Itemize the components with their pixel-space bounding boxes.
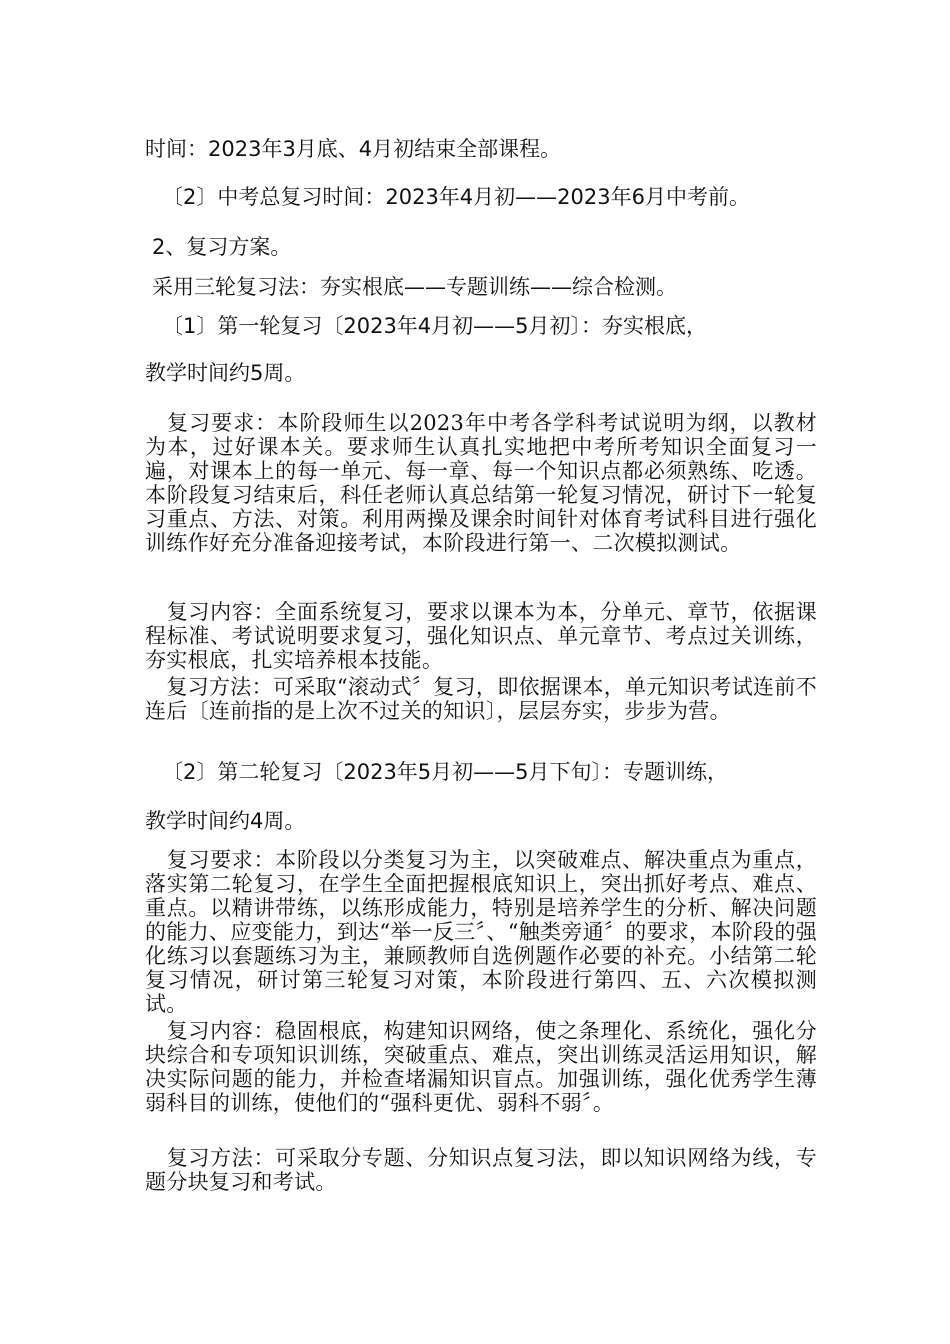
round-one-heading: 〔1〕第一轮复习〔2023年4月初——5月初〕：夯实根底， <box>162 314 708 338</box>
section-heading-review-plan: 2、复习方案。 <box>152 235 292 259</box>
round-two-requirements: 复习要求：本阶段以分类复习为主，以突破难点、解决重点为重点，落实第二轮复习，在学生全面把握根底知识上，突出抓好考点、难点、重点。以精讲带练，以练形成能力，特别是培养学生的分析、解决问题的能力、应变能力，到达“举一反三〞、“触类旁通〞的要求，本阶段的强化练习以套题练习为主，兼顾教师自选例题作必要的补充。小结第二轮复习情况，研讨第三轮复习对策，本阶段进行第四、五、六次模拟测试。 <box>145 848 817 1016</box>
round-one-content: 复习内容：全面系统复习，要求以课本为本，分单元、章节，依据课程标准、考试说明要求复习，强化知识点、单元章节、考点过关训练，夯实根底，扎实培养根本技能。 <box>145 600 817 672</box>
round-one-duration: 教学时间约5周。 <box>145 361 306 385</box>
round-two-method: 复习方法：可采取分专题、分知识点复习法，即以知识网络为线，专题分块复习和考试。 <box>145 1146 817 1194</box>
schedule-line-review-period: 〔2〕中考总复习时间：2023年4月初——2023年6月中考前。 <box>162 185 750 209</box>
round-two-duration: 教学时间约4周。 <box>145 809 306 833</box>
schedule-line-end-courses: 时间：2023年3月底、4月初结束全部课程。 <box>145 137 562 161</box>
round-one-requirements: 复习要求：本阶段师生以2023年中考各学科考试说明为纲，以教材为本，过好课本关。要求师生认真扎实地把中考所考知识全面复习一遍，对课本上的每一单元、每一章、每一个知识点都必须熟练、吃透。本阶段复习结束后，科任老师认真总结第一轮复习情况，研讨下一轮复习重点、方法、对策。利用两操及课余时间针对体育考试科目进行强化训练作好充分准备迎接考试，本阶段进行第一、二次模拟测试。 <box>145 411 817 555</box>
round-one-method: 复习方法：可采取“滚动式〞复习，即依据课本，单元知识考试连前不连后〔连前指的是上次不过关的知识〕，层层夯实，步步为营。 <box>145 675 817 723</box>
review-method-summary: 采用三轮复习法：夯实根底——专题训练——综合检测。 <box>152 275 677 299</box>
round-two-heading: 〔2〕第二轮复习〔2023年5月初——5月下旬〕：专题训练， <box>162 760 729 784</box>
round-two-content: 复习内容：稳固根底，构建知识网络，使之条理化、系统化，强化分块综合和专项知识训练，突破重点、难点，突出训练灵活运用知识，解决实际问题的能力，并检查堵漏知识盲点。加强训练，强化优秀学生薄弱科目的训练，使他们的“强科更优、弱科不弱〞。 <box>145 1019 817 1115</box>
